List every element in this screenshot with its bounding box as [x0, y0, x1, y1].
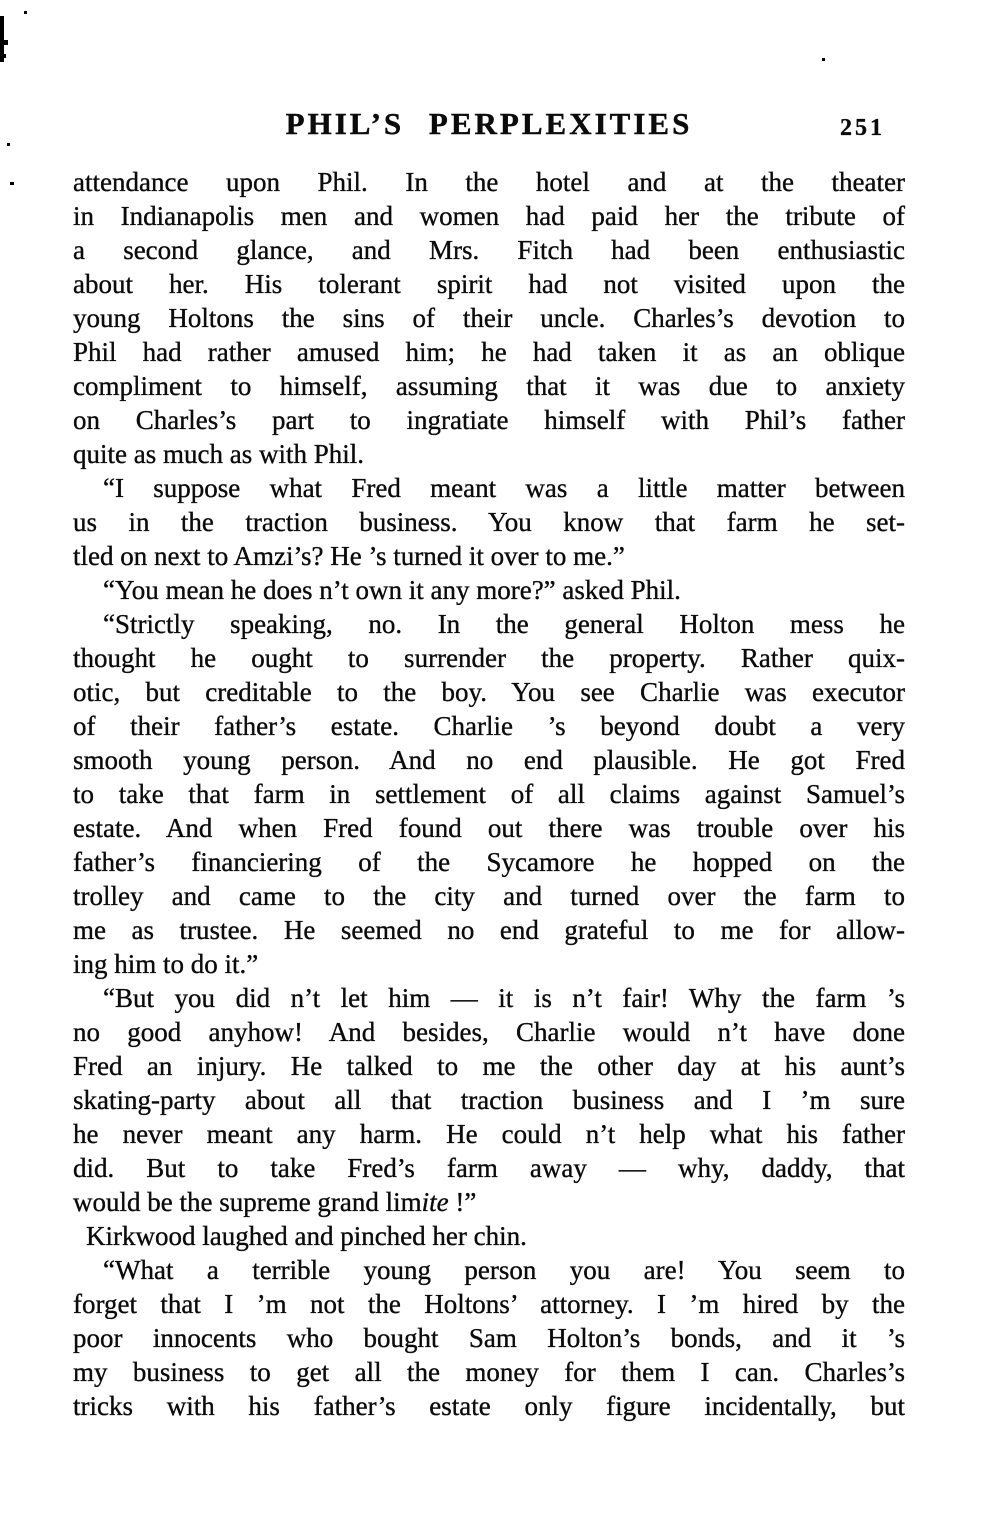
text-segment: me as trustee. He seemed no end grateful to me for allow- [73, 915, 905, 945]
text-line [73, 743, 905, 777]
text-line [73, 1185, 905, 1219]
text-line [73, 641, 905, 675]
text-segment: trolley and came to the city and turned over the farm to [73, 881, 905, 911]
text-line [73, 947, 905, 981]
text-segment: no good anyhow! And besides, Charlie would n’t have done [73, 1017, 905, 1047]
text-line [73, 233, 905, 267]
text-segment: a second glance, and Mrs. Fitch had been enthusiastic [73, 235, 905, 265]
text-line [73, 981, 905, 1015]
text-segment: tled on next to Amzi’s? He ’s turned it over to me.” [73, 541, 625, 571]
text-segment: “I suppose what Fred meant was a little matter between [103, 473, 905, 503]
text-segment: ing him to do it.” [73, 949, 259, 979]
text-block [73, 165, 905, 1423]
text-line [73, 165, 905, 199]
text-segment: young Holtons the sins of their uncle. Charles’s devotion to [73, 303, 905, 333]
text-segment: about her. His tolerant spirit had not visited upon the [73, 269, 905, 299]
text-segment: of their father’s estate. Charlie ’s beyond doubt a very [73, 711, 905, 741]
text-segment: poor innocents who bought Sam Holton’s bonds, and it ’s [73, 1323, 905, 1353]
text-line [73, 335, 905, 369]
text-segment: “Strictly speaking, no. In the general Holton mess he [103, 609, 905, 639]
text-line [73, 1083, 905, 1117]
text-line [73, 777, 905, 811]
text-segment: on Charles’s part to ingratiate himself with Phil’s father [73, 405, 905, 435]
text-line [73, 1389, 905, 1423]
text-segment: us in the traction business. You know that farm he set- [73, 507, 905, 537]
text-line [73, 913, 905, 947]
text-line [73, 1151, 905, 1185]
text-segment: Phil had rather amused him; he had taken it as an oblique [73, 337, 905, 367]
text-line [73, 1219, 905, 1253]
scan-speck [7, 143, 10, 146]
text-segment: thought he ought to surrender the property. Rather quix- [73, 643, 905, 673]
text-segment: father’s financiering of the Sycamore he hopped on the [73, 847, 905, 877]
text-line [73, 539, 905, 573]
text-segment: smooth young person. And no end plausible. He got Fred [73, 745, 905, 775]
running-title: PHIL’S PERPLEXITIES [285, 106, 693, 141]
text-segment: otic, but creditable to the boy. You see Charlie was executor [73, 677, 905, 707]
text-line [73, 1287, 905, 1321]
text-segment: Kirkwood laughed and pinched her chin. [86, 1221, 527, 1251]
scan-artifact-edge-nub [0, 40, 8, 45]
text-segment: !” [448, 1187, 477, 1217]
text-line [73, 1117, 905, 1151]
text-line [73, 607, 905, 641]
text-segment: skating-party about all that traction business and I ’m sure [73, 1085, 905, 1115]
text-line [73, 1015, 905, 1049]
text-line [73, 1321, 905, 1355]
text-segment: “But you did n’t let him — it is n’t fair! Why the farm ’s [103, 983, 905, 1013]
text-segment: forget that I ’m not the Holtons’ attorney. I ’m hired by the [73, 1289, 905, 1319]
scan-speck [10, 182, 14, 185]
text-line [73, 301, 905, 335]
text-segment: quite as much as with Phil. [73, 439, 364, 469]
text-segment: did. But to take Fred’s farm away — why, daddy, that [73, 1153, 905, 1183]
text-segment: estate. And when Fred found out there was trouble over his [73, 813, 905, 843]
text-line [73, 403, 905, 437]
text-segment: attendance upon Phil. In the hotel and at the theater [73, 167, 905, 197]
text-line [73, 845, 905, 879]
text-line [73, 879, 905, 913]
text-segment: in Indianapolis men and women had paid her the tribute of [73, 201, 905, 231]
text-segment: my business to get all the money for them I can. Charles’s [73, 1357, 905, 1387]
text-segment: he never meant any harm. He could n’t help what his father [73, 1119, 905, 1149]
scan-speck [822, 58, 825, 61]
text-segment: Fred an injury. He talked to me the other day at his aunt’s [73, 1051, 905, 1081]
text-line [73, 369, 905, 403]
text-line [73, 437, 905, 471]
scan-speck [24, 11, 27, 14]
text-line [73, 573, 905, 607]
text-segment: would be the supreme grand lim [73, 1187, 422, 1217]
text-line [73, 199, 905, 233]
italic-text-segment: ite [421, 1187, 449, 1217]
text-line [73, 675, 905, 709]
text-line [73, 1049, 905, 1083]
text-line [73, 811, 905, 845]
page-header [73, 106, 905, 146]
text-segment: “What a terrible young person you are! You seem to [103, 1255, 905, 1285]
text-segment: to take that farm in settlement of all claims against Samuel’s [73, 779, 905, 809]
text-line [73, 1253, 905, 1287]
text-segment: compliment to himself, assuming that it was due to anxiety [73, 371, 905, 401]
text-line [73, 471, 905, 505]
text-line [73, 267, 905, 301]
scan-artifact-edge-nub [0, 54, 6, 58]
text-line [73, 1355, 905, 1389]
text-segment: tricks with his father’s estate only figure incidentally, but [73, 1391, 905, 1421]
page-number: 251 [840, 115, 885, 141]
text-line [73, 505, 905, 539]
text-segment: “You mean he does n’t own it any more?” asked Phil. [103, 575, 681, 605]
text-line [73, 709, 905, 743]
